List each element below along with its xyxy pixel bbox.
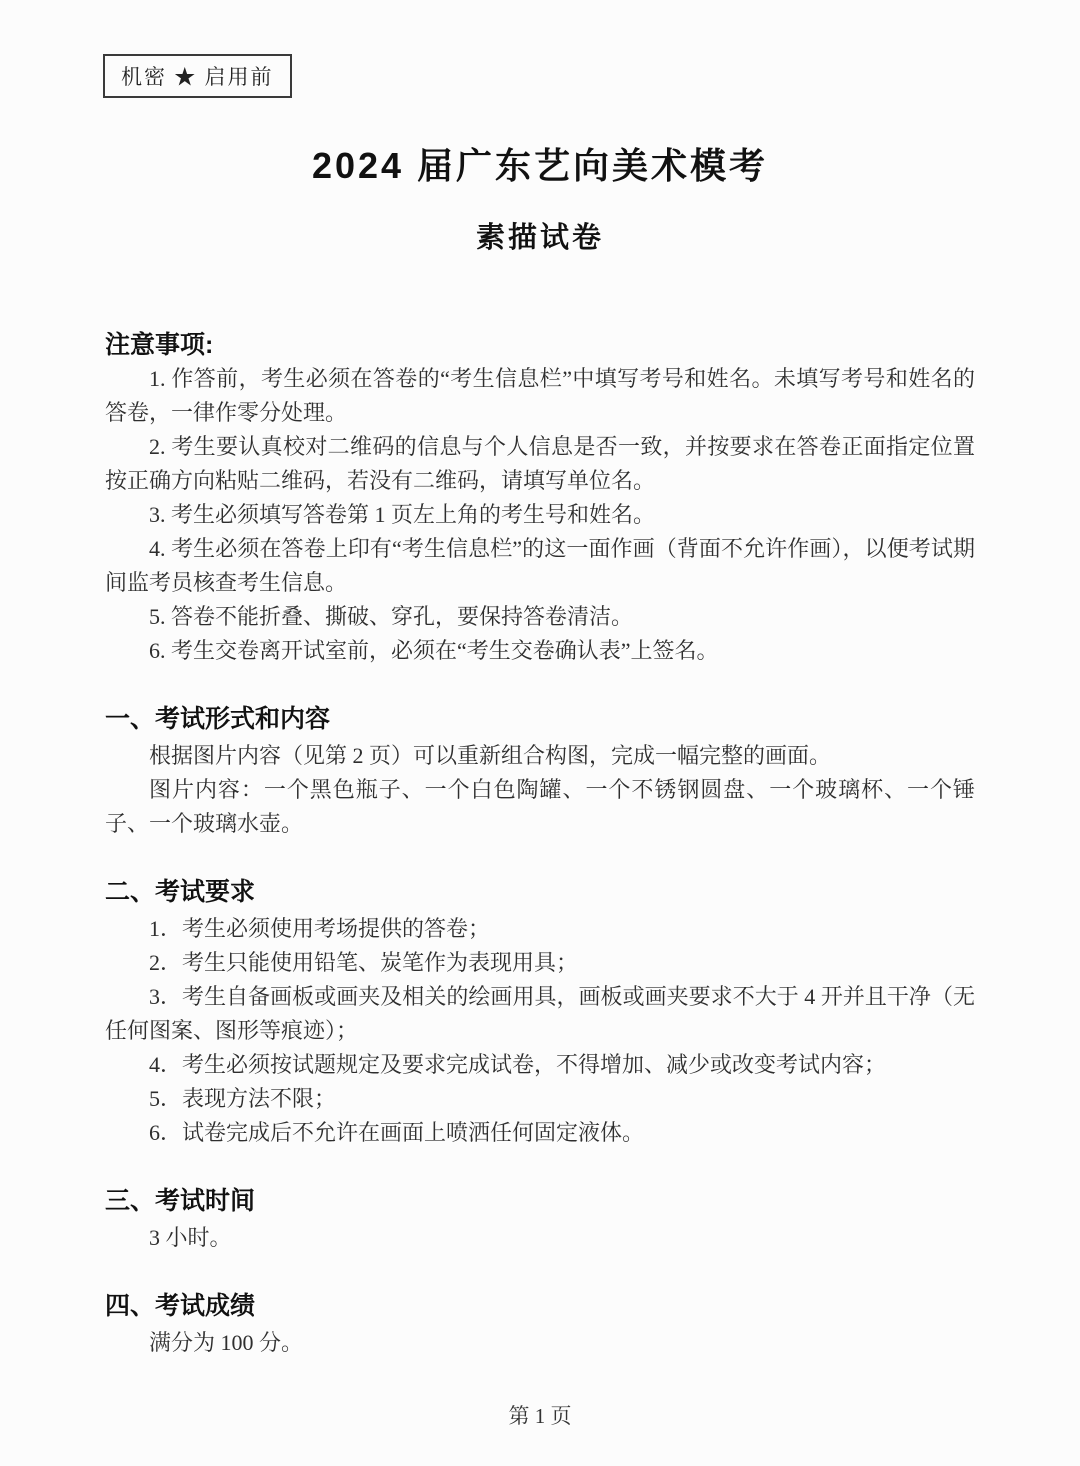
notice-item-2: 2. 考生要认真校对二维码的信息与个人信息是否一致，并按要求在答卷正面指定位置按正确方向粘贴二维码，若没有二维码，请填写单位名。 (105, 434, 975, 493)
notice-item-6: 6. 考生交卷离开试室前，必须在“考生交卷确认表”上签名。 (149, 638, 719, 663)
document-body (105, 328, 975, 1360)
page-number: 第 1 页 (508, 1404, 572, 1428)
confidential-stamp-label: 机密 ★ 启用前 (121, 65, 274, 89)
requirement-item-5: 5．表现方法不限； (149, 1086, 337, 1111)
requirement-item-1: 1．考生必须使用考场提供的答卷； (149, 916, 491, 941)
exam-format-paragraph-2: 图片内容：一个黑色瓶子、一个白色陶罐、一个不锈钢圆盘、一个玻璃杯、一个锤子、一个玻璃水壶。 (105, 777, 975, 836)
notice-heading: 注意事项: (105, 331, 214, 359)
notice-item-4: 4. 考生必须在答卷上印有“考生信息栏”的这一面作画（背面不允许作画），以便考试期间监考员核查考生信息。 (105, 536, 975, 595)
confidential-stamp (103, 54, 292, 98)
notice-item-5: 5. 答卷不能折叠、撕破、穿孔，要保持答卷清洁。 (149, 604, 634, 629)
requirement-item-6: 6．试卷完成后不允许在画面上喷洒任何固定液体。 (149, 1120, 645, 1145)
section-exam-requirements (105, 874, 975, 1150)
exam-score-value: 满分为 100 分。 (149, 1330, 304, 1355)
section-heading-exam-duration: 三、考试时间 (105, 1187, 256, 1215)
requirement-item-2: 2．考生只能使用铅笔、炭笔作为表现用具； (149, 950, 579, 975)
page-title: 2024 届广东艺向美术模考 (311, 145, 769, 186)
requirement-item-4: 4．考生必须按试题规定及要求完成试卷，不得增加、减少或改变考试内容； (149, 1052, 887, 1077)
notice-item-1: 1. 作答前，考生必须在答卷的“考生信息栏”中填写考号和姓名。未填写考号和姓名的答卷，一律作零分处理。 (105, 366, 975, 425)
notice-item-3: 3. 考生必须填写答卷第 1 页左上角的考生号和姓名。 (149, 502, 656, 527)
requirement-item-3: 3．考生自备画板或画夹及相关的绘画用具，画板或画夹要求不大于 4 开并且干净（无任何图案、图形等痕迹）； (105, 984, 975, 1043)
section-exam-format-content (105, 701, 975, 841)
section-exam-duration (105, 1183, 975, 1255)
section-heading-exam-score: 四、考试成绩 (105, 1292, 256, 1320)
exam-duration-value: 3 小时。 (149, 1225, 232, 1250)
section-heading-exam-format: 一、考试形式和内容 (105, 705, 331, 733)
page-subtitle: 素描试卷 (475, 222, 604, 254)
exam-format-paragraph-1: 根据图片内容（见第 2 页）可以重新组合构图，完成一幅完整的画面。 (149, 743, 832, 768)
section-exam-score (105, 1288, 975, 1360)
section-heading-exam-requirements: 二、考试要求 (105, 878, 256, 906)
